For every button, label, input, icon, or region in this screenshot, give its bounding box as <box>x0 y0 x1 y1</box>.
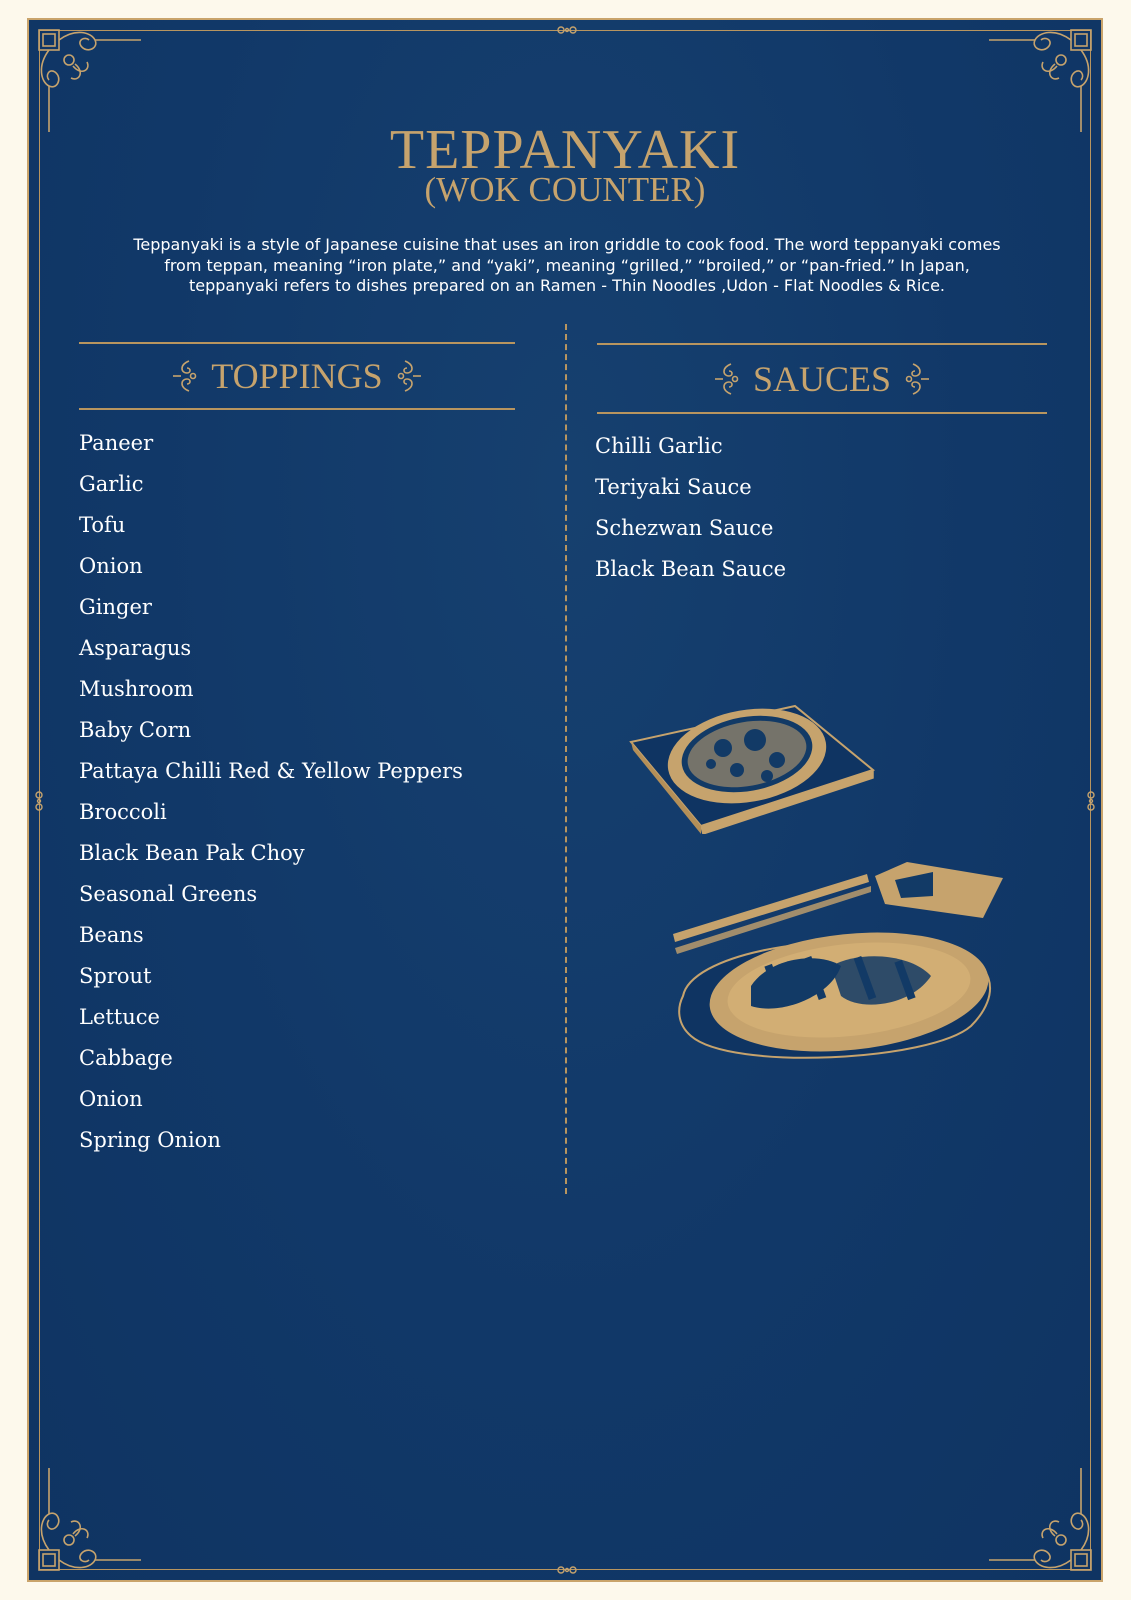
page-subtitle: (WOK COUNTER) <box>424 170 706 209</box>
intro-paragraph: Teppanyaki is a style of Japanese cuisine that uses an iron griddle to cook food. The word teppanyaki comes from teppan, meaning “iron plate,” and “yaki”, meaning “grilled,” “broiled,” or “pan-fried.” In Japan, teppanyaki refers to dishes prepared on an Ramen - Thin Noodles ,Udon - Flat Noodles & Rice. <box>133 235 1001 295</box>
list-item: Pattaya Chilli Red & Yellow Peppers <box>79 759 463 783</box>
list-item: Chilli Garlic <box>595 434 723 458</box>
list-item: Tofu <box>79 513 126 537</box>
list-item: Teriyaki Sauce <box>595 475 752 499</box>
list-item: Beans <box>79 923 144 947</box>
list-item: Baby Corn <box>79 718 192 742</box>
sauces-heading <box>597 343 1047 414</box>
list-item: Mushroom <box>79 677 194 701</box>
swirl-ornament-icon <box>397 359 423 393</box>
toppings-heading-label: TOPPINGS <box>211 356 383 396</box>
edge-ornament-icon <box>1085 786 1097 816</box>
swirl-ornament-icon <box>713 362 739 396</box>
list-item: Schezwan Sauce <box>595 516 774 540</box>
corner-flourish-icon <box>35 1464 145 1574</box>
toppings-list <box>79 423 463 1161</box>
page-title: TEPPANYAKI <box>389 119 741 181</box>
edge-ornament-icon <box>33 786 45 816</box>
list-item: Onion <box>79 554 143 578</box>
edge-ornament-icon <box>552 1564 582 1576</box>
menu-card <box>27 18 1103 1582</box>
list-item: Cabbage <box>79 1046 173 1070</box>
list-item: Seasonal Greens <box>79 882 258 906</box>
corner-flourish-icon <box>985 1464 1095 1574</box>
sauces-list <box>595 426 786 590</box>
edge-ornament-icon <box>552 24 582 36</box>
list-item: Black Bean Sauce <box>595 557 787 581</box>
list-item: Broccoli <box>79 800 167 824</box>
swirl-ornament-icon <box>905 362 931 396</box>
swirl-ornament-icon <box>171 359 197 393</box>
list-item: Asparagus <box>79 636 192 660</box>
griddle-illustration <box>627 684 877 834</box>
list-item: Spring Onion <box>79 1128 221 1152</box>
sizzler-platter-illustration <box>671 856 1011 1066</box>
list-item: Ginger <box>79 595 152 619</box>
list-item: Black Bean Pak Choy <box>79 841 305 865</box>
list-item: Onion <box>79 1087 143 1111</box>
list-item: Sprout <box>79 964 152 988</box>
list-item: Garlic <box>79 472 144 496</box>
toppings-heading <box>79 342 515 410</box>
column-divider <box>565 324 567 1194</box>
list-item: Paneer <box>79 431 154 455</box>
sauces-heading-label: SAUCES <box>752 358 892 399</box>
list-item: Lettuce <box>79 1005 160 1029</box>
